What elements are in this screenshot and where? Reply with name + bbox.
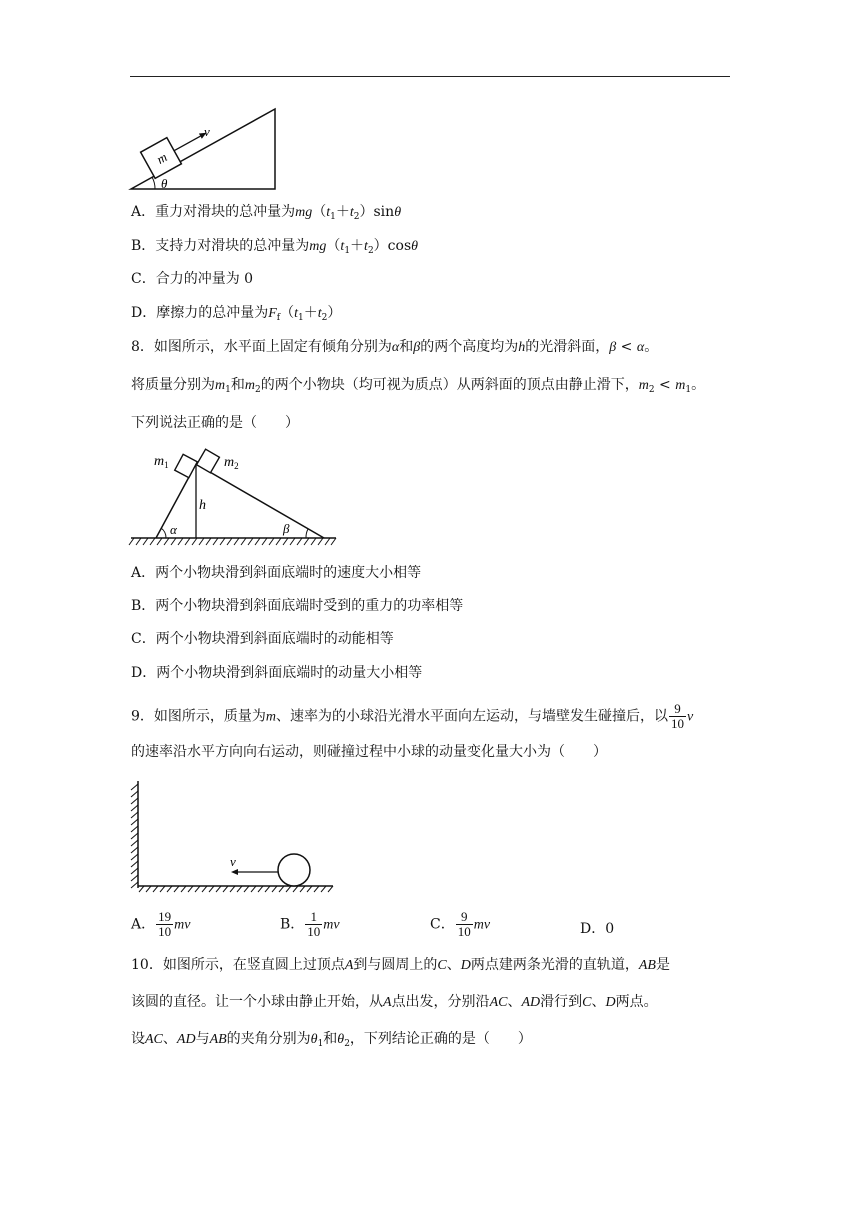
ground-hatching: [129, 538, 336, 545]
velocity-label: v: [204, 124, 210, 139]
q8-line-1: 8．如图所示，水平面上固定有倾角分别为α和β的两个高度均为h的光滑斜面，β < α。: [131, 339, 659, 355]
ball-velocity-label: v: [230, 854, 236, 869]
m2-label: $m_2$: [224, 455, 239, 471]
q10-line-1: 10．如图所示，在竖直圆上过顶点A到与圆周上的C、D两点建两条光滑的直轨道，AB是: [131, 957, 670, 973]
q8-option-a[interactable]: A．两个小物块滑到斜面底端时的速度大小相等: [131, 565, 422, 581]
q9-option-b[interactable]: B． $\frac{1}{10}$ mv: [280, 909, 340, 939]
alpha-arc: [161, 528, 166, 538]
q9-option-a[interactable]: A． $\frac{19}{10}$ mv: [131, 909, 191, 939]
q7-option-d[interactable]: D．摩擦力的总冲量为$F_f(t_1+t_2)$: [131, 305, 342, 323]
h-label: h: [199, 498, 206, 513]
q10-line-3: 设AC、AD与AB的夹角分别为$\theta_1$和$\theta_2$，下列结论正确的是（ ）: [131, 1031, 532, 1049]
ball: [278, 854, 310, 886]
right-incline: [196, 464, 324, 538]
q9-option-c[interactable]: C． $\frac{9}{10}$ mv: [430, 909, 491, 939]
q8-option-d[interactable]: D．两个小物块滑到斜面底端时的动量大小相等: [131, 665, 423, 681]
q8-line-2: 将质量分别为$m_1$和$m_2$的两个小物块（均可视为质点）从两斜面的顶点由静止滑下，$m_2 < m_1$。: [131, 377, 706, 395]
velocity-arrow: [174, 136, 200, 151]
wall-hatching: [131, 784, 138, 888]
figure-two-inclines: [128, 446, 343, 550]
fraction-9-10: $\frac{9}{10}$: [671, 701, 685, 731]
q9-option-d[interactable]: D．0: [580, 921, 615, 937]
q7-option-c[interactable]: C．合力的冲量为 0: [131, 271, 254, 287]
q7-option-a[interactable]: A．重力对滑块的总冲量为$mg(t_1+t_2)\sin\theta$: [131, 204, 402, 222]
figure-incline-block: [128, 106, 280, 194]
figure-wall-ball: [128, 778, 338, 898]
block-m2: [197, 449, 220, 473]
header-rule: [130, 76, 730, 77]
theta-label: θ: [161, 176, 168, 191]
beta-arc: [306, 529, 308, 538]
q8-line-3: 下列说法正确的是（ ）: [131, 415, 299, 431]
q9-line-1: 9．如图所示，质量为m、速率为的小球沿光滑水平面向左运动，与墙壁发生碰撞后，以 $\frac{9}{10}$ v: [131, 701, 694, 731]
q8-option-c[interactable]: C．两个小物块滑到斜面底端时的动能相等: [131, 631, 394, 647]
q10-line-2: 该圆的直径。让一个小球由静止开始，从A点出发，分别沿AC、AD滑行到C、D两点。: [131, 994, 658, 1010]
block-m1: [175, 454, 198, 477]
block-m-label: m: [154, 149, 170, 167]
q9-line-2: 的速率沿水平方向向右运动，则碰撞过程中小球的动量变化量大小为（ ）: [131, 744, 607, 760]
m1-label: $m_1$: [154, 454, 169, 470]
alpha-label: α: [170, 522, 177, 537]
q7-option-b[interactable]: B．支持力对滑块的总冲量为$mg(t_1+t_2)\cos\theta$: [131, 238, 419, 256]
beta-label: β: [283, 521, 290, 536]
q8-option-b[interactable]: B．两个小物块滑到斜面底端时受到的重力的功率相等: [131, 598, 464, 614]
floor-hatching: [139, 886, 333, 892]
ball-velocity-arrowhead: [231, 869, 238, 875]
